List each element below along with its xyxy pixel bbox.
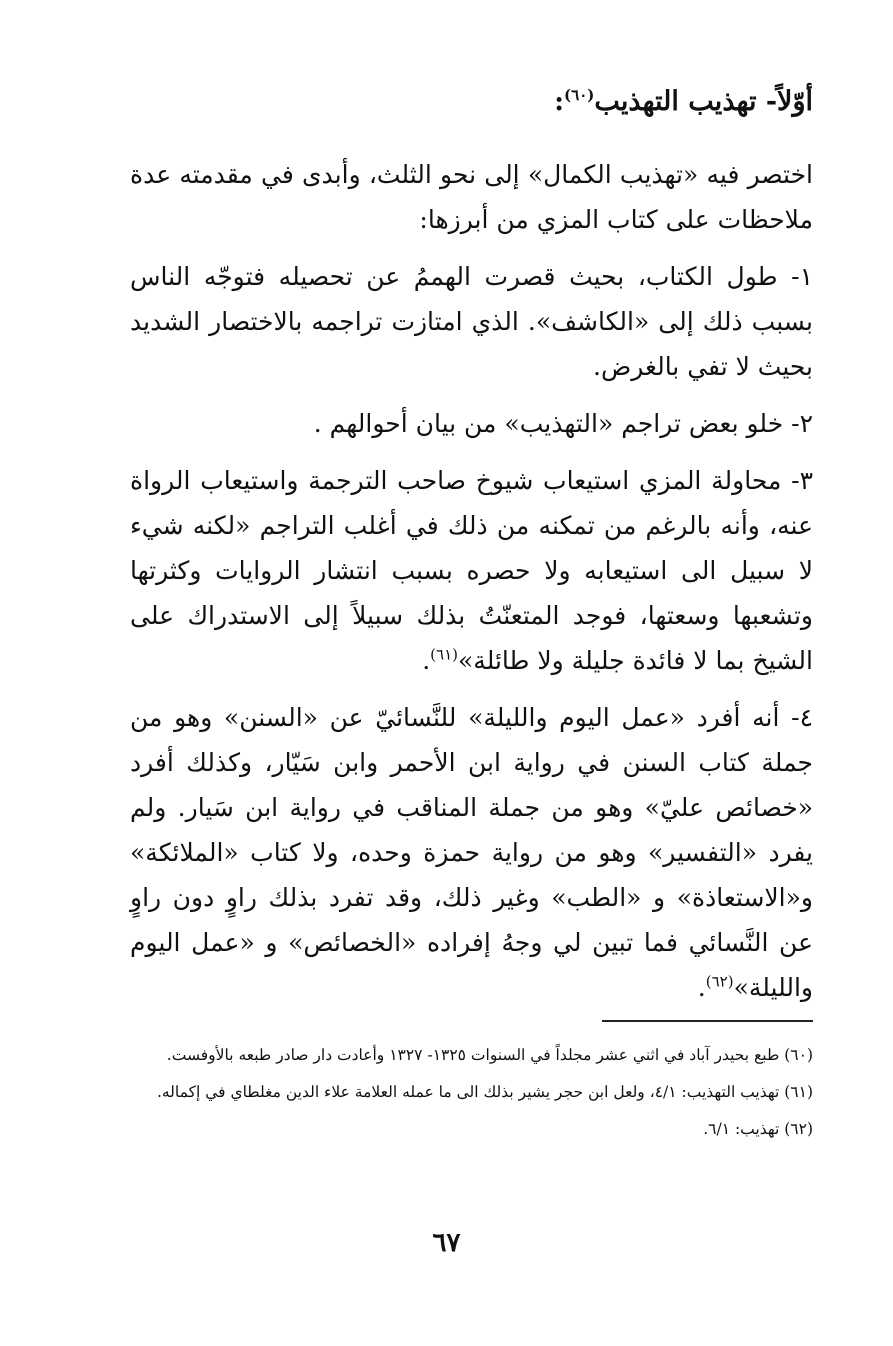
page-body (130, 60, 813, 1022)
point-2-paragraph (130, 401, 813, 446)
footnote-ref-61: (٦١) (430, 645, 458, 664)
page-number: ٦٧ (432, 1228, 461, 1258)
paragraph-end-mark: . (697, 973, 706, 1002)
point-3-paragraph (130, 458, 813, 683)
heading-footnote-ref: (٦٠) (564, 86, 595, 104)
footnote-divider (602, 1020, 813, 1022)
paragraph-text: ٢- خلو بعض تراجم «التهذيب» من بيان أحوالهم . (313, 409, 813, 438)
paragraph-end-mark: . (422, 646, 431, 675)
heading-colon: : (554, 86, 565, 117)
footnote-ref-62: (٦٢) (705, 972, 734, 991)
footnote-62: (٦٢) تهذيب: ٦/١. (703, 1120, 813, 1138)
footnotes (130, 1040, 813, 1151)
paragraph-text: اختصر فيه «تهذيب الكمال» إلى نحو الثلث، وأبدى في مقدمته عدة ملاحظات على كتاب المزي من أبرزها: (130, 160, 813, 234)
point-1-paragraph (130, 254, 813, 389)
footnote-61: (٦١) تهذيب التهذيب: ٤/١، ولعل ابن حجر يشير بذلك الى ما عمله العلامة علاء الدين مغلطاي في إكماله. (156, 1083, 813, 1101)
point-4-paragraph (130, 695, 813, 1010)
paragraph-text: ١- طول الكتاب، بحيث قصرت الهممُ عن تحصيله فتوجّه الناس بسبب ذلك إلى «الكاشف». الذي امتازت تراجمه بالاختصار الشديد بحيث لا تفي بالغرض. (130, 262, 813, 381)
intro-paragraph (130, 152, 813, 242)
footnote-60: (٦٠) طبع بحيدر آباد في اثني عشر مجلداً في السنوات ١٣٢٥- ١٣٢٧ وأعادت دار صادر طبعه بالأوفست. (166, 1046, 813, 1064)
heading-text: أوّلاً- تهذيب التهذيب (594, 86, 813, 117)
paragraph-text: ٤- أنه أفرد «عمل اليوم والليلة» للنَّسائيّ عن «السنن» وهو من جملة كتاب السنن في رواية ابن الأحمر وابن سَيّار، وكذلك أفرد «خصائص عليّ» وهو من جملة المناقب في رواية ابن سَيار. ولم يفرد «التفسير» وهو من رواية حمزة وحده، ولا كتاب «الملائكة» و«الاستعاذة» و «الطب» وغير ذلك، وقد تفرد بذلك راوٍ دون راوٍ عن النَّسائي فما تبين لي وجهُ إفراده «الخصائص» و «عمل اليوم والليلة» (130, 703, 813, 1002)
paragraph-text: ٣- محاولة المزي استيعاب شيوخ صاحب الترجمة واستيعاب الرواة عنه، وأنه بالرغم من تمكنه من ذلك في أغلب التراجم «لكنه شيء لا سبيل الى استيعابه ولا حصره بسبب انتشار الروايات وكثرتها وتشعبها وسعتها، فوجد المتعنّتُ بذلك سبيلاً إلى الاستدراك على الشيخ بما لا فائدة جليلة ولا طائلة» (130, 466, 813, 675)
section-heading (130, 80, 813, 124)
